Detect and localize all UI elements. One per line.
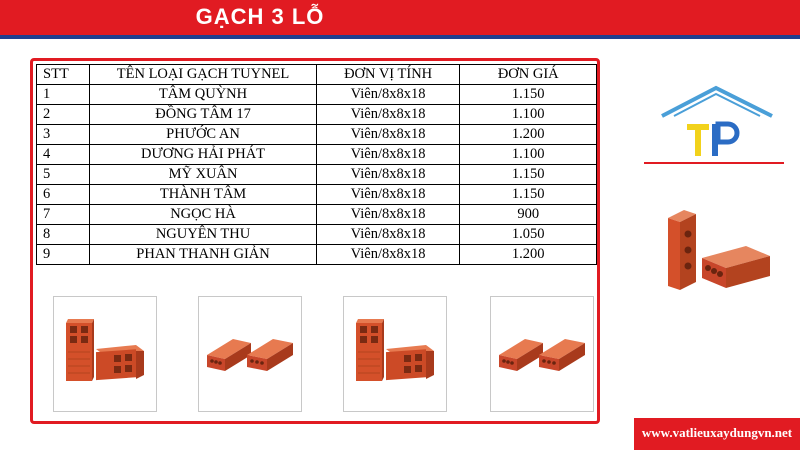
website-link[interactable]: www.vatlieuxaydungvn.net xyxy=(641,425,793,440)
column-header-unit: ĐƠN VỊ TÍNH xyxy=(316,65,460,85)
brick-pair-lying-icon xyxy=(491,297,593,411)
cell-stt: 7 xyxy=(37,205,90,225)
company-logo xyxy=(644,82,784,166)
table-row xyxy=(37,125,597,145)
cell-price: 1.200 xyxy=(460,245,597,265)
cell-name: PHƯỚC AN xyxy=(90,125,316,145)
page-title: GẠCH 3 LỖ xyxy=(195,4,325,29)
header-bar xyxy=(0,0,800,35)
cell-name: DƯƠNG HẢI PHÁT xyxy=(90,145,316,165)
table-row xyxy=(37,105,597,125)
cell-stt: 5 xyxy=(37,165,90,185)
cell-name: NGỌC HÀ xyxy=(90,205,316,225)
table-row xyxy=(37,225,597,245)
brick-illustration xyxy=(662,200,778,296)
header-divider xyxy=(0,35,800,39)
table-row xyxy=(37,85,597,105)
cell-price: 1.050 xyxy=(460,225,597,245)
cell-stt: 6 xyxy=(37,185,90,205)
cell-name: MỸ XUÂN xyxy=(90,165,316,185)
cell-stt: 3 xyxy=(37,125,90,145)
table-row xyxy=(37,165,597,185)
brick-pair-lying-icon xyxy=(199,297,301,411)
cell-unit: Viên/8x8x18 xyxy=(316,105,460,125)
cell-unit: Viên/8x8x18 xyxy=(316,145,460,165)
cell-name: THÀNH TÂM xyxy=(90,185,316,205)
cell-stt: 9 xyxy=(37,245,90,265)
cell-unit: Viên/8x8x18 xyxy=(316,85,460,105)
table-row xyxy=(37,145,597,165)
brick-pair-standing-icon xyxy=(344,297,446,411)
cell-price: 1.150 xyxy=(460,185,597,205)
cell-unit: Viên/8x8x18 xyxy=(316,205,460,225)
cell-price: 1.100 xyxy=(460,105,597,125)
cell-stt: 4 xyxy=(37,145,90,165)
cell-stt: 1 xyxy=(37,85,90,105)
table-row xyxy=(37,205,597,225)
brick-photo-3 xyxy=(343,296,447,412)
cell-stt: 2 xyxy=(37,105,90,125)
cell-price: 900 xyxy=(460,205,597,225)
table-row xyxy=(37,185,597,205)
table-header-row xyxy=(37,65,597,85)
cell-unit: Viên/8x8x18 xyxy=(316,185,460,205)
price-table xyxy=(36,64,597,265)
cell-price: 1.150 xyxy=(460,85,597,105)
cell-unit: Viên/8x8x18 xyxy=(316,225,460,245)
column-header-stt: STT xyxy=(37,65,90,85)
cell-name: NGUYÊN THU xyxy=(90,225,316,245)
brick-photo-4 xyxy=(490,296,594,412)
cell-unit: Viên/8x8x18 xyxy=(316,245,460,265)
column-header-price: ĐƠN GIÁ xyxy=(460,65,597,85)
cell-unit: Viên/8x8x18 xyxy=(316,165,460,185)
price-panel xyxy=(30,58,600,424)
brick-photo-2 xyxy=(198,296,302,412)
brick-photo-1 xyxy=(53,296,157,412)
cell-price: 1.200 xyxy=(460,125,597,145)
cell-name: TÂM QUỲNH xyxy=(90,85,316,105)
cell-price: 1.150 xyxy=(460,165,597,185)
cell-stt: 8 xyxy=(37,225,90,245)
cell-unit: Viên/8x8x18 xyxy=(316,125,460,145)
table-row xyxy=(37,245,597,265)
brick-pair-standing-icon xyxy=(54,297,156,411)
website-badge[interactable] xyxy=(634,418,800,450)
cell-name: ĐỒNG TÂM 17 xyxy=(90,105,316,125)
column-header-name: TÊN LOẠI GẠCH TUYNEL xyxy=(90,65,316,85)
cell-name: PHAN THANH GIẢN xyxy=(90,245,316,265)
cell-price: 1.100 xyxy=(460,145,597,165)
